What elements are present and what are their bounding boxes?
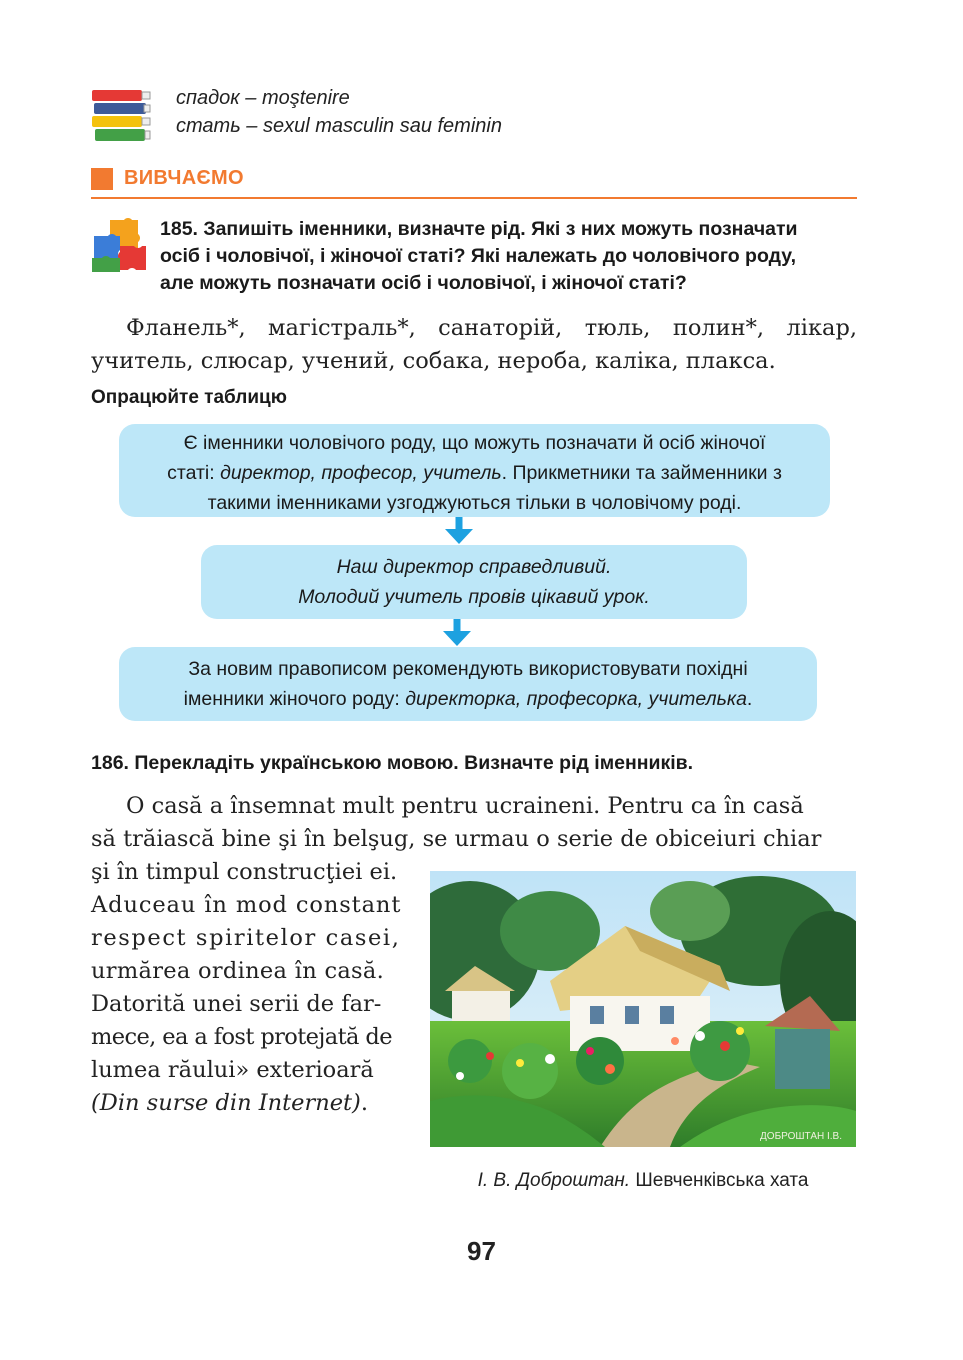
exercise-185-task <box>160 216 860 297</box>
example-box <box>201 545 747 619</box>
text-line: lumea răului» exterioară <box>91 1057 374 1083</box>
exercise-186-task: 186. Перекладіть українською мовою. Визначте рід іменників. <box>91 752 694 774</box>
rule-text: іменники жіночого роду: <box>183 688 406 710</box>
caption-author: І. В. Доброштан. <box>477 1170 631 1191</box>
puzzle-icon <box>90 216 150 274</box>
text-line: şi în timpul construcţiei ei. <box>91 859 398 885</box>
rule-box-1 <box>119 424 830 517</box>
punctuation: . <box>360 1090 368 1116</box>
books-icon <box>90 88 152 144</box>
text-line: să trăiască bine şi în belşug, se urmau o serie de obiceiuri chiar <box>91 826 822 852</box>
text-line <box>91 1087 409 1120</box>
exercise-186-text-cont <box>91 856 409 1120</box>
rule-box-2 <box>119 647 817 721</box>
rule-line: За новим правописом рекомендують використовувати похідні <box>188 658 748 680</box>
rule-text: статі: <box>167 462 221 484</box>
source-note: (Din surse din Internet) <box>91 1090 361 1116</box>
text-line: mece, ea a fost protejată de <box>91 1024 392 1050</box>
arrow-down-icon <box>441 619 473 647</box>
example-line: Наш директор справедливий. <box>336 556 612 578</box>
page-number: 97 <box>467 1236 496 1266</box>
exercise-186-text <box>91 790 857 856</box>
example-line: Молодий учитель провів цікавий урок. <box>298 586 650 608</box>
rule-line: такими іменниками узгоджуються тільки в чоловічому роді. <box>207 492 742 514</box>
text-line: Datorită unei serii de far- <box>91 991 382 1017</box>
painting-caption <box>430 1170 856 1192</box>
section-title: ВИВЧАЄМО <box>124 167 244 189</box>
section-marker <box>91 168 113 190</box>
glossary <box>176 84 502 140</box>
rule-line <box>119 458 830 488</box>
rule-text: . Прикметники та займенники з <box>501 462 782 484</box>
arrow-down-icon <box>443 517 475 545</box>
rule-example: директорка, професорка, учителька <box>405 688 747 710</box>
exercise-185-text: Фланель*, магістраль*, санаторій, тюль, полин*, лікар, учитель, слюсар, учений, собака, нероба, каліка, плакса. <box>91 315 857 374</box>
task-line: але можуть позначати осіб і чоловічої, і жіночої статі? <box>160 272 687 294</box>
rule-text: . <box>746 688 753 710</box>
text-line: respect spiritelor casei, <box>91 925 401 951</box>
glossary-line: стать – sexul masculin sau feminin <box>176 115 502 137</box>
rule-line: Є іменники чоловічого роду, що можуть позначати й осіб жіночої <box>183 432 766 454</box>
task-line: 185. Запишіть іменники, визначте рід. Які з них можуть позначати <box>160 218 798 240</box>
text-line: Aduceau în mod constant <box>91 892 402 918</box>
task-line: осіб і чоловічої, і жіночої статі? Які належать до чоловічого роду, <box>160 245 797 267</box>
section-divider <box>91 197 857 199</box>
rule-example: директор, професор, учитель <box>220 462 502 484</box>
rule-line <box>119 684 817 714</box>
glossary-line: спадок – moştenire <box>176 87 350 109</box>
table-title: Опрацюйте таблицю <box>91 387 287 408</box>
text-line: O casă a însemnat mult pentru ucraineni. Pentru ca în casă <box>126 793 804 819</box>
painting-signature: ДОБРОШТАН І.В. <box>760 1131 842 1142</box>
text-line: urmărea ordinea în casă. <box>91 958 385 984</box>
caption-title: Шевченківська хата <box>630 1170 809 1191</box>
painting-image <box>430 871 856 1147</box>
